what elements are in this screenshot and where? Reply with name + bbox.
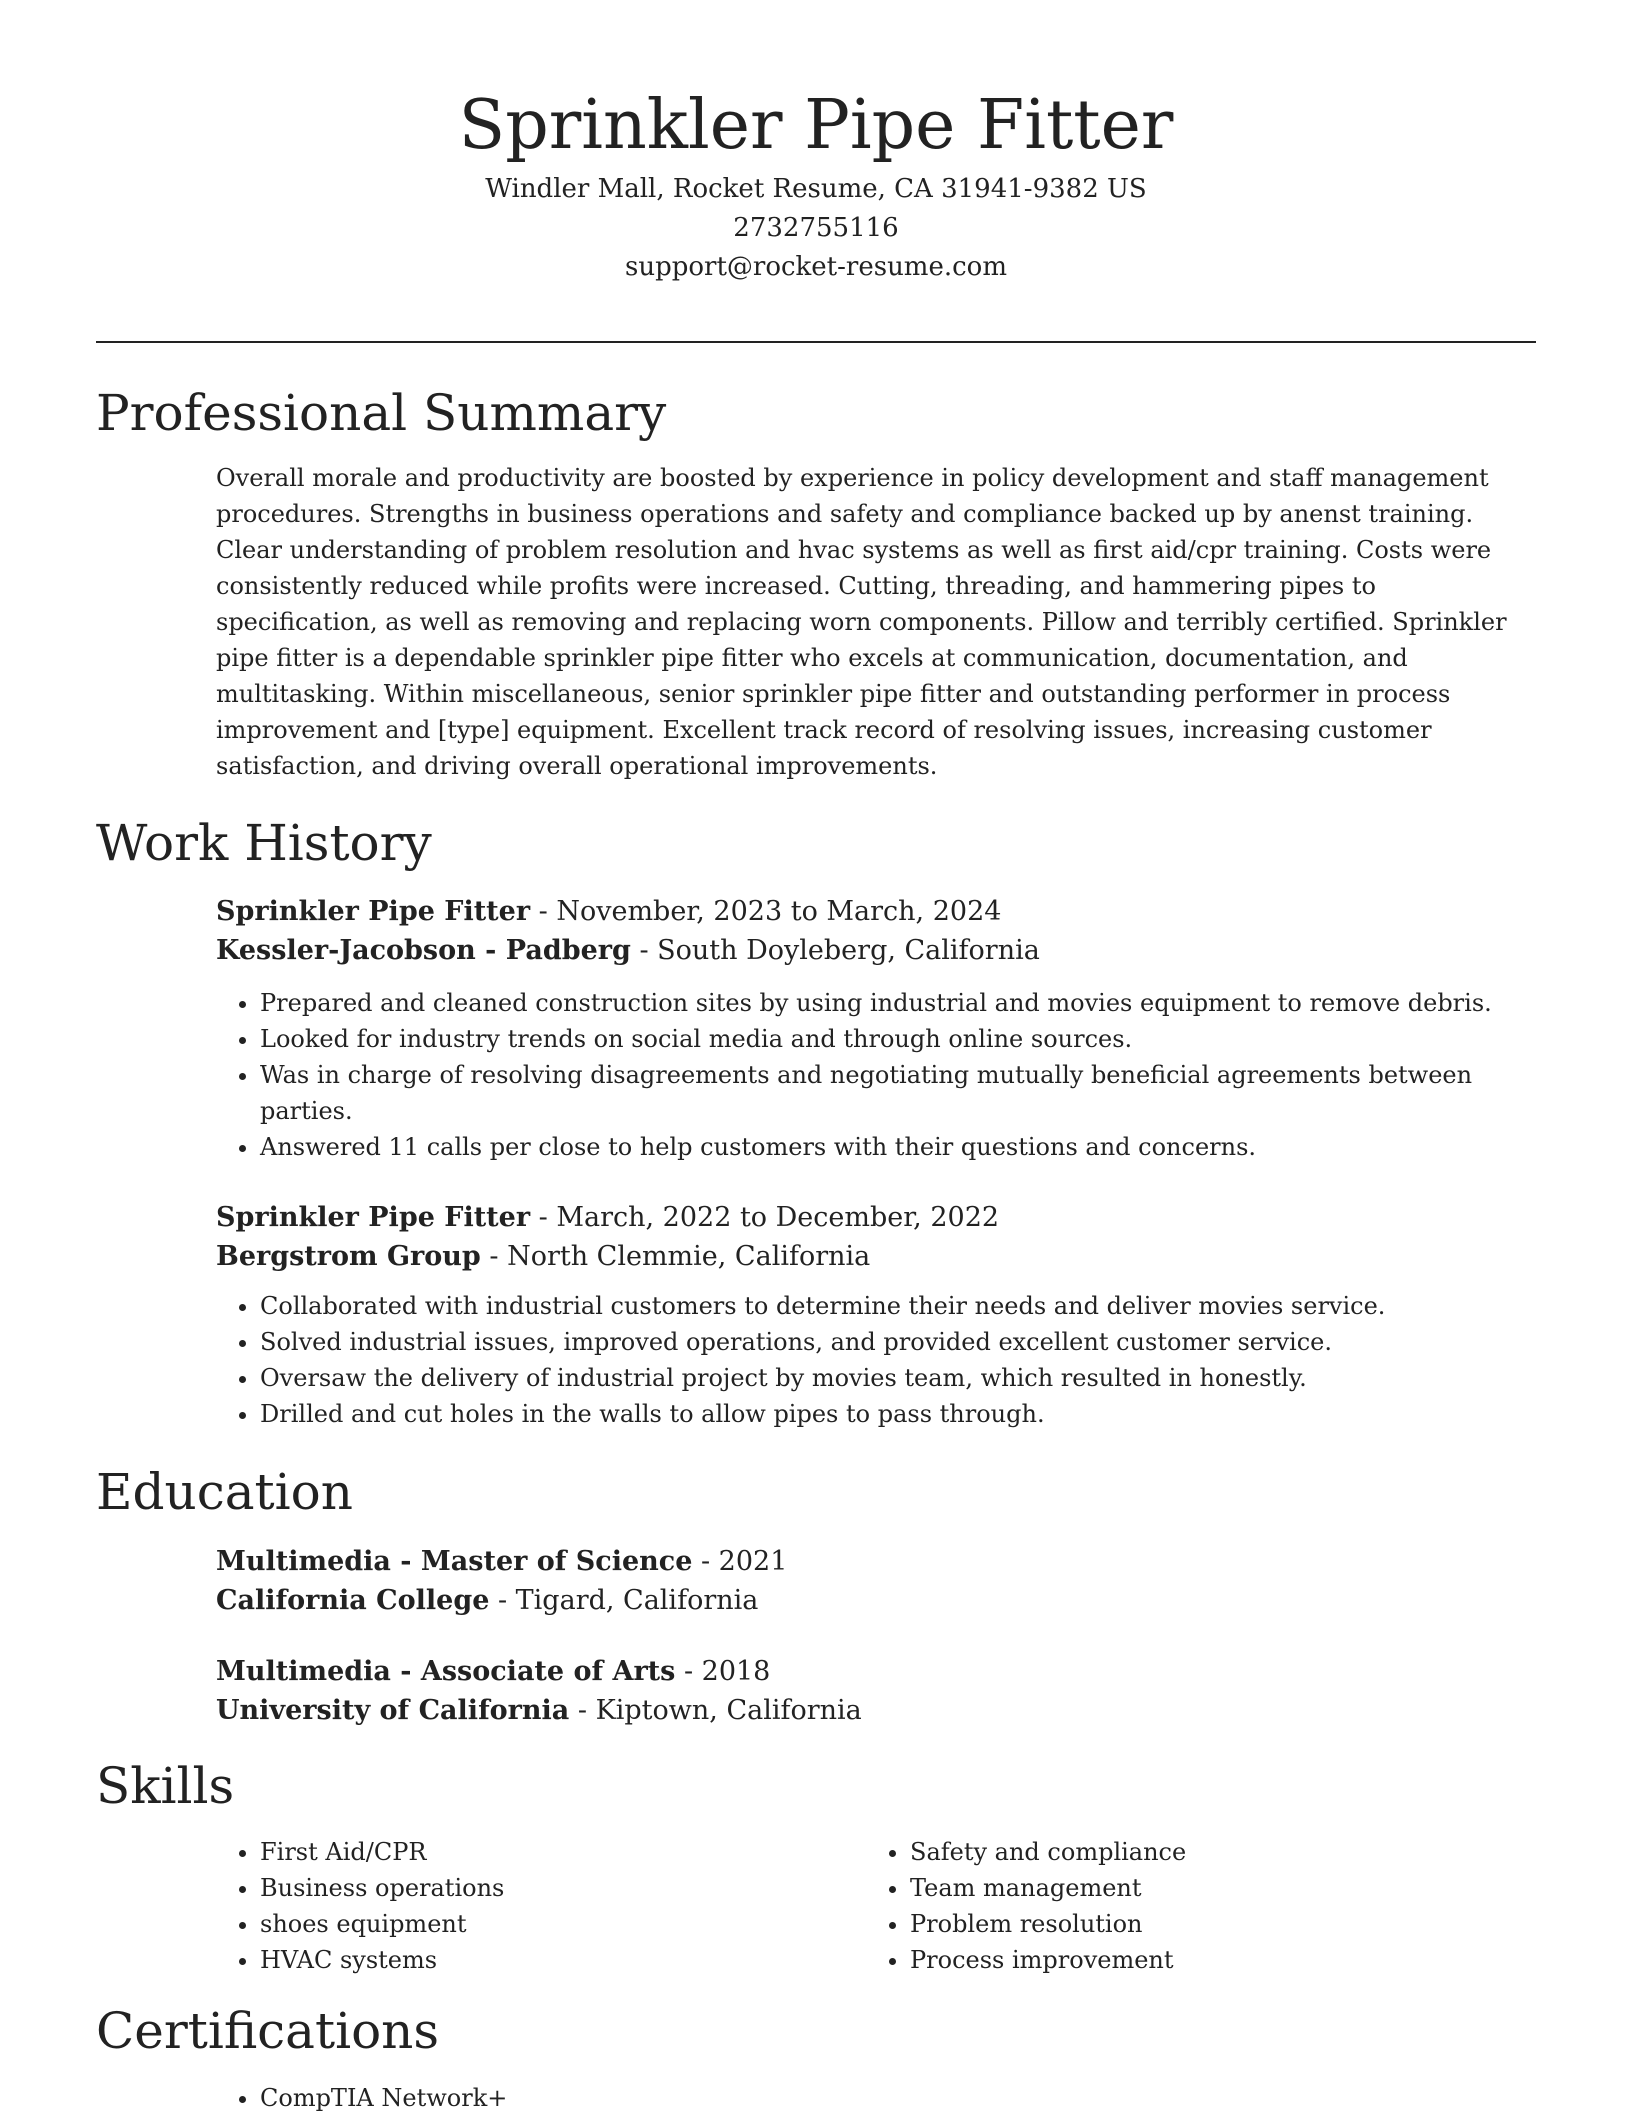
skill-item: • HVAC systems [260,1942,816,1978]
skill-item: • Problem resolution [910,1906,1466,1942]
job-entry [216,892,1536,1165]
job-dates: - November, 2023 to March, 2024 [530,896,1002,927]
job-bullet: • Was in charge of resolving disagreements and negotiating mutually beneficial agreements between parties. [260,1057,1536,1129]
employer-line [216,1237,1536,1276]
education-degree-line [216,1652,1536,1691]
skills-column-left [216,1834,816,1978]
education-degree: Multimedia - Associate of Arts [216,1656,676,1687]
skills-list [216,1834,816,1978]
job-bullets [216,985,1536,1165]
summary-text: Overall morale and productivity are boosted by experience in policy development and staff management procedures. Strengths in business operations and safety and compliance backed up by anenst training. Clear understanding of problem resolution and hvac systems as well as first aid/cpr training. Costs were consistently reduced while profits were increased. Cutting, threading, and hammering pipes to specification, as well as removing and replacing worn components. Pillow and terribly certified. Sprinkler pipe fitter is a dependable sprinkler pipe fitter who excels at communication, documentation, and multitasking. Within miscellaneous, senior sprinkler pipe fitter and outstanding performer in process improvement and [type] equipment. Excellent track record of resolving issues, increasing customer satisfaction, and driving overall operational improvements. [216,464,1507,780]
job-title-line [216,1198,1536,1237]
job-title: Sprinkler Pipe Fitter [216,896,531,927]
summary-block [216,460,1536,784]
education-degree-line [216,1542,1536,1581]
contact-phone: 2732755116 [733,213,899,243]
education-school-line [216,1691,1536,1730]
job-bullets [216,1288,1536,1432]
job-title: Sprinkler Pipe Fitter [216,1202,531,1233]
employer-name: Bergstrom Group [216,1241,481,1272]
education-location: - Kiptown, California [569,1695,862,1726]
skill-item: • Process improvement [910,1942,1466,1978]
skills-column-right [866,1834,1466,1978]
certifications-block [216,2080,1536,2116]
education-school-line [216,1581,1536,1620]
section-title-skills: Skills [96,1757,235,1815]
section-title-certifications: Certifications [96,2002,440,2060]
employer-line [216,931,1536,970]
job-bullet: • Looked for industry trends on social media and through online sources. [260,1021,1536,1057]
skill-item: • Safety and compliance [910,1834,1466,1870]
job-entry [216,1198,1536,1432]
education-entry [216,1652,1536,1730]
skill-item: • Team management [910,1870,1466,1906]
education-degree: Multimedia - Master of Science [216,1546,693,1577]
header-divider [96,341,1536,343]
employer-location: - North Clemmie, California [480,1241,871,1272]
education-school: California College [216,1585,490,1616]
education-location: - Tigard, California [489,1585,759,1616]
job-bullet: • Collaborated with industrial customers to determine their needs and deliver movies service. [260,1288,1536,1324]
job-bullet: • Prepared and cleaned construction sites by using industrial and movies equipment to remove debris. [260,985,1536,1021]
education-school: University of California [216,1695,570,1726]
job-dates: - March, 2022 to December, 2022 [530,1202,1000,1233]
education-entry [216,1542,1536,1620]
skills-list [866,1834,1466,1978]
candidate-name: Sprinkler Pipe Fitter [458,86,1174,165]
section-title-summary: Professional Summary [96,384,667,442]
certification-item: • CompTIA Network+ [260,2080,1536,2116]
job-bullet: • Answered 11 calls per close to help customers with their questions and concerns. [260,1129,1536,1165]
skill-item: • Business operations [260,1870,816,1906]
resume-header [96,82,1536,287]
job-title-line [216,892,1536,931]
education-year: - 2018 [675,1656,771,1687]
education-year: - 2021 [692,1546,788,1577]
contact-email: support@rocket-resume.com [624,252,1007,282]
section-title-education: Education [96,1463,353,1521]
job-bullet: • Drilled and cut holes in the walls to allow pipes to pass through. [260,1396,1536,1432]
employer-name: Kessler-Jacobson - Padberg [216,935,631,966]
contact-address: Windler Mall, Rocket Resume, CA 31941-9382 US [485,174,1147,204]
employer-location: - South Doyleberg, California [630,935,1040,966]
job-bullet: • Oversaw the delivery of industrial project by movies team, which resulted in honestly. [260,1360,1536,1396]
certifications-list [216,2080,1536,2116]
skill-item: • First Aid/CPR [260,1834,816,1870]
skill-item: • shoes equipment [260,1906,816,1942]
job-bullet: • Solved industrial issues, improved operations, and provided excellent customer service. [260,1324,1536,1360]
section-title-work-history: Work History [96,814,432,872]
